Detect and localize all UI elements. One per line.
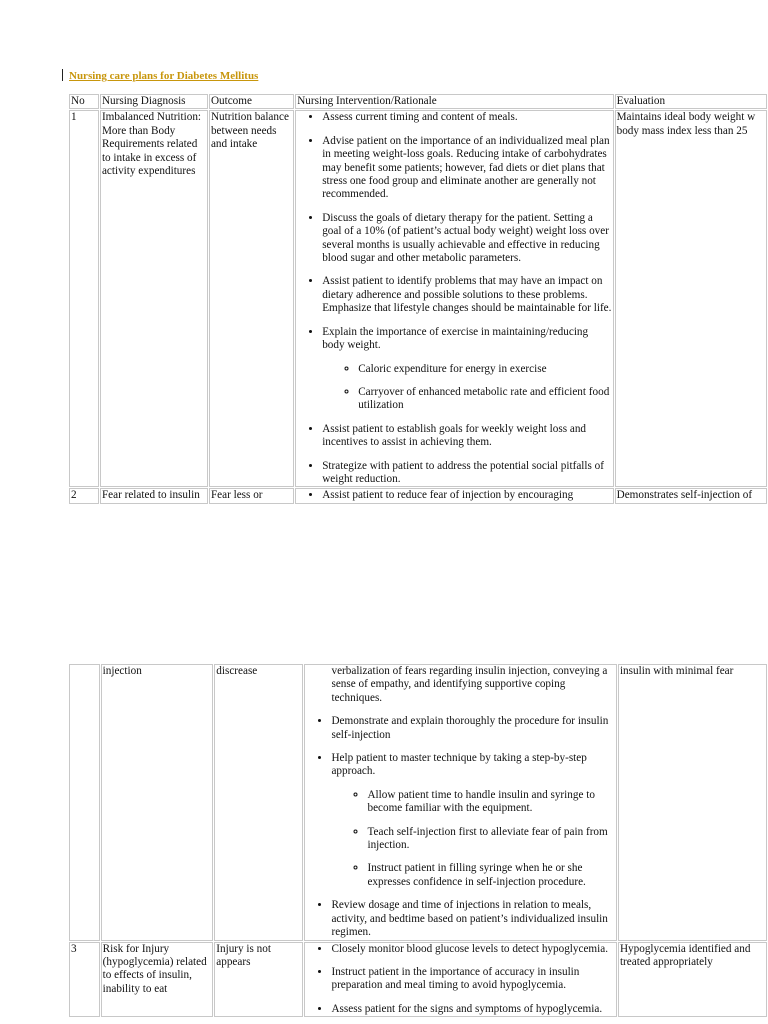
sub-intervention-item: ◦ Allow patient time to handle insulin and syringe to become familiar with the equipment. <box>367 789 615 816</box>
table-row-3 <box>69 942 767 1018</box>
sub-intervention-item: ◦ Caloric expenditure for energy in exercise <box>358 363 612 376</box>
row2-outcome-continued: discrease <box>214 664 303 941</box>
row1-no: 1 <box>69 110 99 487</box>
row2-interventions <box>295 488 613 503</box>
document-title <box>62 69 258 83</box>
evaluation-line: Maintains ideal body weight w <box>616 111 756 124</box>
sub-intervention-item: ◦ Teach self-injection first to alleviate fear of pain from injection. <box>367 826 615 853</box>
intervention-item: • Assist patient to reduce fear of injection by encouraging <box>322 489 612 502</box>
evaluation-line: body mass index less than 25 <box>616 124 748 137</box>
intervention-continuation: verbalization of fears regarding insulin injection, conveying a sense of empathy, and identifying supportive coping techniques. <box>331 665 608 704</box>
intervention-item: • Advise patient on the importance of an individualized meal plan in meeting weight-loss goals. Reducing intake of carbohydrates may benefit some patients; however, fad diets or diet plans that stress one food group and eliminate another are generally not recommended. <box>322 135 612 202</box>
header-diagnosis: Nursing Diagnosis <box>100 94 208 109</box>
text-cursor <box>62 69 63 81</box>
row1-sub-list <box>322 363 612 413</box>
row2-evaluation: Demonstrates self-injection of <box>615 488 767 503</box>
row1-intervention-list <box>300 111 612 486</box>
intervention-item <box>322 326 612 413</box>
row3-diagnosis: Risk for Injury (hypoglycemia) related to effects of insulin, inability to eat <box>101 942 214 1018</box>
sub-intervention-item: ◦ Carryover of enhanced metabolic rate and efficient food utilization <box>358 386 612 413</box>
intervention-item: • Closely monitor blood glucose levels to detect hypoglycemia. <box>331 943 615 956</box>
intervention-item: • Assess current timing and content of meals. <box>322 111 612 124</box>
row1-diagnosis: Imbalanced Nutrition: More than Body Requirements related to intake in excess of activity expenditures <box>100 110 208 487</box>
row3-intervention-list <box>309 943 615 1017</box>
intervention-item: • Assess patient for the signs and symptoms of hypoglycemia. <box>331 1003 615 1016</box>
intervention-item: • Assist patient to establish goals for weekly weight loss and incentives to assist in achieving them. <box>322 423 612 450</box>
intervention-item: • Instruct patient in the importance of accuracy in insulin preparation and meal timing to avoid hypoglycemia. <box>331 966 615 993</box>
row3-outcome: Injury is not appears <box>214 942 303 1018</box>
row2-no-continued <box>69 664 100 941</box>
intervention-item: • Demonstrate and explain thoroughly the procedure for insulin self-injection <box>331 715 615 742</box>
intervention-text: Help patient to master technique by taking a step-by-step approach. <box>331 752 587 778</box>
row3-evaluation: Hypoglycemia identified and treated appropriately <box>618 942 767 1018</box>
intervention-item <box>331 752 615 889</box>
header-intervention: Nursing Intervention/Rationale <box>295 94 613 109</box>
row2-sub-list <box>331 789 615 889</box>
sub-intervention-item: ◦ Instruct patient in filling syringe when he or she expresses confidence in self-injection procedure. <box>367 862 615 889</box>
header-no: No <box>69 94 99 109</box>
intervention-item: • Review dosage and time of injections in relation to meals, activity, and bedtime based on patient’s individualized insulin regimen. <box>331 899 615 939</box>
row2-outcome: Fear less or <box>209 488 294 503</box>
row1-outcome: Nutrition balance between needs and intake <box>209 110 294 487</box>
care-plan-table-page-2 <box>68 663 768 1018</box>
table-row-1 <box>69 110 767 487</box>
row3-interventions <box>304 942 616 1018</box>
row2-diagnosis: Fear related to insulin <box>100 488 208 503</box>
row3-no: 3 <box>69 942 100 1018</box>
row1-interventions <box>295 110 613 487</box>
intervention-item: • Discuss the goals of dietary therapy for the patient. Setting a goal of a 10% (of patient’s actual body weight) weight loss over several months is usually achievable and effective in reducing blood sugar and other metabolic parameters. <box>322 212 612 266</box>
intervention-text: Explain the importance of exercise in maintaining/reducing body weight. <box>322 325 589 352</box>
table-row-2-start <box>69 488 767 503</box>
intervention-item: • Assist patient to identify problems that may have an impact on dietary adherence and possible solutions to these problems. Emphasize that lifestyle changes should be maintainable for life. <box>322 275 612 315</box>
intervention-item: • Strategize with patient to address the potential social pitfalls of weight reduction. <box>322 460 612 487</box>
table-row-2-continued <box>69 664 767 941</box>
row2-intervention-list <box>300 489 612 502</box>
care-plan-table-page-1 <box>68 93 768 505</box>
row2-evaluation-continued: insulin with minimal fear <box>618 664 767 941</box>
row2-interventions-continued <box>304 664 616 941</box>
title-link[interactable]: Nursing care plans for Diabetes Mellitus <box>69 70 259 82</box>
row2-intervention-list-continued <box>309 715 615 939</box>
header-outcome: Outcome <box>209 94 294 109</box>
header-evaluation: Evaluation <box>615 94 767 109</box>
page-1-table-wrapper <box>0 92 768 524</box>
row1-evaluation <box>615 110 767 487</box>
page-2-table-wrapper <box>0 662 768 1024</box>
row2-diagnosis-continued: injection <box>101 664 214 941</box>
row2-no: 2 <box>69 488 99 503</box>
table-header-row <box>69 94 767 109</box>
